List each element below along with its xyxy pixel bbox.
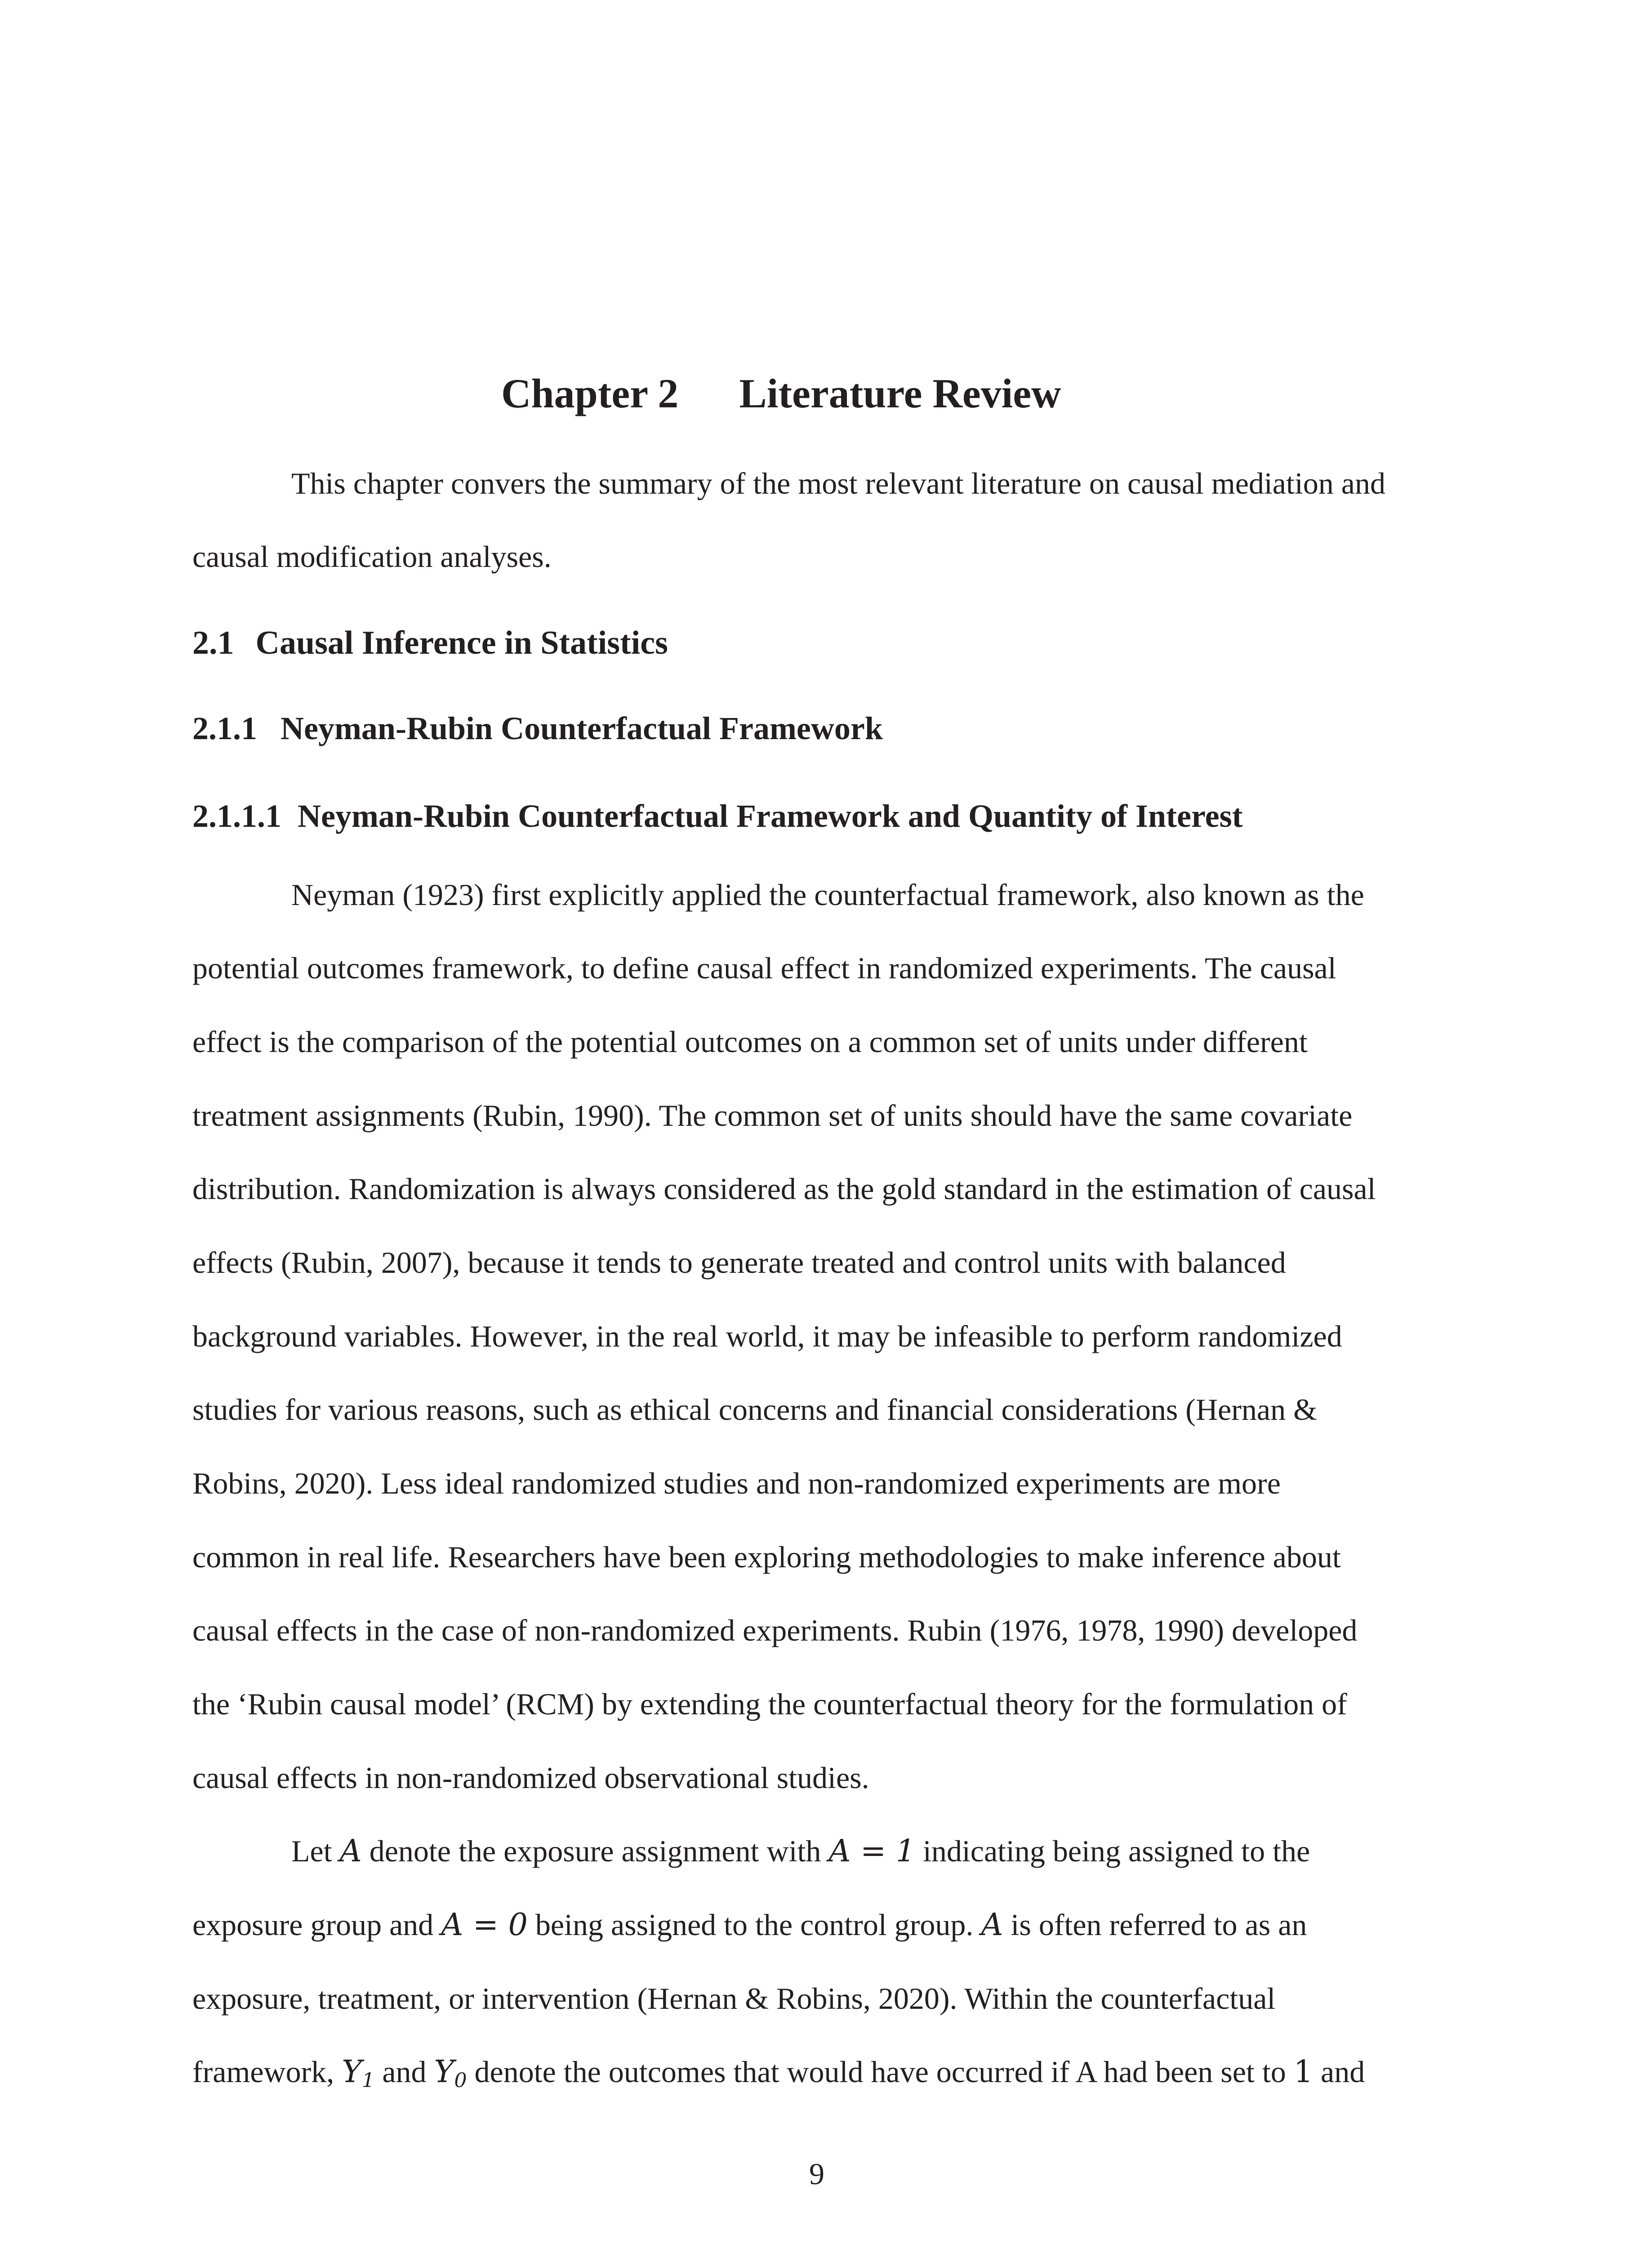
text-run: Let [291,1834,340,1868]
intro-line-2: causal modification analyses. [192,540,552,574]
paragraph-line: effects (Rubin, 2007), because it tends to generate treated and control units with balanced [192,1245,1286,1280]
text-run: denote the exposure assignment with [361,1834,829,1868]
paragraph-line: causal effects in the case of non-randomized experiments. Rubin (1976, 1978, 1990) developed [192,1613,1358,1647]
math-subscript: 0 [454,2069,467,2092]
subsubsection-number: 2.1.1.1 [192,798,281,834]
paragraph-line: studies for various reasons, such as ethical concerns and financial considerations (Hernan & [192,1392,1317,1427]
math-expression: A = 1 [828,1833,915,1869]
chapter-number: Chapter 2 [501,370,679,416]
subsection-number: 2.1.1 [192,710,257,746]
paragraph-line: background variables. However, in the real world, it may be infeasible to perform randomized [192,1319,1342,1353]
section-number: 2.1 [192,624,234,661]
text-run: denote the outcomes that would have occurred if A had been set to [467,2055,1294,2089]
math-symbol: Y [342,2054,362,2090]
section-title: Causal Inference in Statistics [255,624,668,661]
math-y1 [342,2054,374,2090]
paragraph2-line-2 [192,1905,1307,1945]
paragraph-line: the ‘Rubin causal model’ (RCM) by extending the counterfactual theory for the formulation of [192,1687,1347,1721]
math-symbol: A [339,1833,362,1869]
paragraph-line: Neyman (1923) first explicitly applied the counterfactual framework, also known as the [291,878,1364,912]
subsection-heading [192,708,883,749]
paragraph-line: causal effects in non-randomized observational studies. [192,1761,869,1795]
math-number: 1 [1293,2054,1314,2090]
math-subscript: 1 [362,2069,375,2092]
paragraph-line: effect is the comparison of the potential outcomes on a common set of units under different [192,1025,1308,1059]
paragraph-line: Robins, 2020). Less ideal randomized studies and non-randomized experiments are more [192,1466,1281,1500]
subsubsection-title: Neyman-Rubin Counterfactual Framework and Quantity of Interest [298,798,1243,834]
paragraph2-line-1 [291,1831,1310,1872]
subsubsection-heading [192,796,1243,836]
text-run: being assigned to the control group. [527,1908,981,1942]
text-run: and [374,2055,434,2089]
section-heading [192,623,668,663]
paragraph-line: common in real life. Researchers have been exploring methodologies to make inference about [192,1540,1341,1574]
math-y0 [434,2054,467,2090]
text-run: framework, [192,2055,342,2089]
math-symbol: Y [434,2054,454,2090]
paragraph-line: treatment assignments (Rubin, 1990). The common set of units should have the same covariate [192,1098,1353,1133]
page-number: 9 [809,2157,824,2191]
paragraph-line: potential outcomes framework, to define causal effect in randomized experiments. The causal [192,951,1336,985]
text-run: and [1313,2055,1365,2089]
math-expression: A = 0 [441,1907,528,1943]
paragraph2-line-3: exposure, treatment, or intervention (Hernan & Robins, 2020). Within the counterfactual [192,1981,1276,2016]
text-run: is often referred to as an [1003,1908,1307,1942]
chapter-title [501,369,1061,418]
math-symbol: A [981,1907,1003,1943]
paragraph-line: distribution. Randomization is always considered as the gold standard in the estimation of causal [192,1172,1376,1206]
text-run: exposure group and [192,1908,441,1942]
text-run: indicating being assigned to the [915,1834,1310,1868]
paragraph2-line-4 [192,2052,1365,2101]
chapter-name: Literature Review [739,370,1061,416]
subsection-title: Neyman-Rubin Counterfactual Framework [281,710,883,746]
intro-line-1: This chapter convers the summary of the most relevant literature on causal mediation and [291,466,1385,500]
